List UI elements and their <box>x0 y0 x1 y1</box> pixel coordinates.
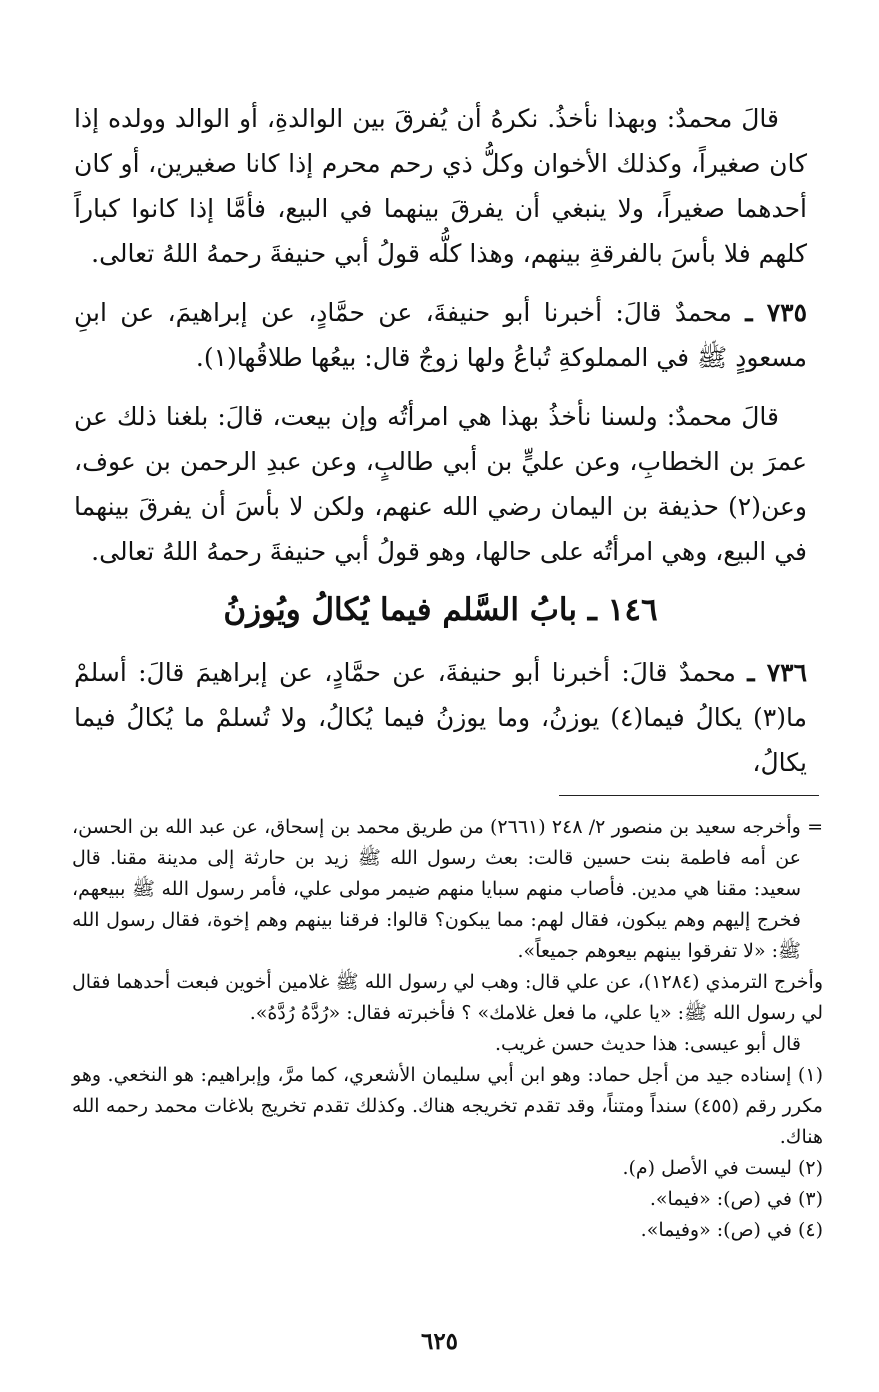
hadith-735 <box>74 290 807 380</box>
hadith-number: ٧٣٦ ـ <box>747 658 808 687</box>
footnote-3: (٣) في (ص): «فيما». <box>649 1188 823 1210</box>
commentary-paragraph: قالَ محمدٌ: وبهذا نأخذُ. نكرهُ أن يُفرقَ بين الوالدةِ، أو الوالد وولده إذا كان صغيراً، وكذلك الأخوان وكلُّ ذي رحم محرم إذا كانا صغيرين، أو كان أحدهما صغيراً، ولا ينبغي أن يفرقَ بينهما في البيع، فأمَّا إذا كانوا كباراً كلهم فلا بأسَ بالفرقةِ بينهم، وهذا كلُّه قولُ أبي حنيفةَ رحمهُ اللهُ تعالى. <box>74 104 807 268</box>
hadith-text: محمدٌ قالَ: أخبرنا أبو حنيفةَ، عن حمَّادٍ، عن إبراهيمَ، عن ابنِ مسعودٍ ﷺ في المملوكةِ تُباعُ ولها زوجٌ قال: بيعُها طلاقُها(١). <box>74 298 807 372</box>
chapter-heading: ١٤٦ ـ بابُ السَّلم فيما يُكالُ ويُوزنُ <box>223 592 658 628</box>
footnote-2: (٢) ليست في الأصل (م). <box>622 1157 823 1179</box>
commentary-paragraph: قالَ محمدٌ: ولسنا نأخذُ بهذا هي امرأتُه وإن بيعت، قالَ: بلغنا ذلك عن عمرَ بن الخطابِ، وعن عليٍّ بن أبي طالبٍ، وعن عبدِ الرحمن بن عوف، وعن(٢) حذيفة بن اليمان رضي الله عنهم، ولكن لا بأسَ أن يفرقَ بينهما في البيع، وهي امرأتُه على حالها، وهو قولُ أبي حنيفةَ رحمهُ اللهُ تعالى. <box>74 402 807 566</box>
hadith-number: ٧٣٥ ـ <box>745 298 808 327</box>
hadith-736 <box>74 650 807 785</box>
hadith-text: محمدٌ قالَ: أخبرنا أبو حنيفةَ، عن حمَّادٍ، عن إبراهيمَ قالَ: أسلمْ ما(٣) يكالُ فيما(٤) يوزنُ، وما يوزنُ فيما يُكالُ، ولا تُسلمْ ما يُكالُ فيما يكالُ، <box>74 658 807 777</box>
footnote-continuation: قال أبو عيسى: هذا حديث حسن غريب. <box>494 1033 801 1055</box>
page-number: ٦٢٥ <box>420 1328 459 1355</box>
footnote-1: (١) إسناده جيد من أجل حماد: وهو ابن أبي سليمان الأشعري، كما مرَّ، وإبراهيم: هو النخعي. وهو مكرر رقم (٤٥٥) سنداً ومتناً، وقد تقدم تخريجه هناك. وكذلك تقدم تخريج بلاغات محمد رحمه الله هناك. <box>72 1064 823 1148</box>
main-text <box>74 96 807 799</box>
footnote-divider <box>559 795 819 796</box>
footnote-continuation: = وأخرجه سعيد بن منصور ٢/ ٢٤٨ (٢٦٦١) من طريق محمد بن إسحاق، عن عبد الله بن الحسن، عن أمه فاطمة بنت حسين قالت: بعث رسول الله ﷺ زيد بن حارثة إلى مدينة مقنا. قال سعيد: مقنا هي مدين. فأصاب منهم سبايا منهم ضيمر مولى علي، فأمر رسول الله ﷺ ببيعهم، فخرج إليهم وهم يبكون، فقال لهم: مما يبكون؟ قالوا: فرقنا بينهم وهم إخوة، فقال رسول الله ﷺ: «لا تفرقوا بينهم بيعوهم جميعاً». <box>72 816 824 962</box>
footnote-4: (٤) في (ص): «وفيما». <box>640 1219 823 1241</box>
footnote-continuation: وأخرج الترمذي (١٢٨٤)، عن علي قال: وهب لي رسول الله ﷺ غلامين أخوين فبعت أحدهما فقال لي رسول الله ﷺ: «يا علي، ما فعل غلامك» ؟ فأخبرته فقال: «رُدَّهُ رُدَّهُ». <box>72 971 824 1024</box>
footnotes <box>72 812 823 1246</box>
